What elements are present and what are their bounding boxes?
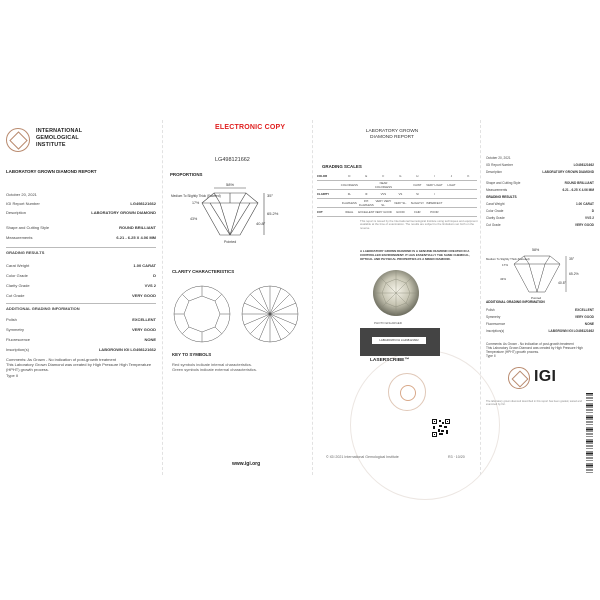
barcode-icon xyxy=(586,393,593,473)
add-polish xyxy=(6,317,156,322)
grade-carat xyxy=(6,263,156,268)
report-number-heading: LG498121662 xyxy=(215,157,250,163)
field-shape xyxy=(6,225,156,230)
far-grade: Clarity Grade VVS 2 xyxy=(486,216,594,220)
far-add: Polish EXCELLENT xyxy=(486,308,594,312)
grade-clarity xyxy=(6,283,156,288)
far-add: Symmetry VERY GOOD xyxy=(486,315,594,319)
girdle-label: Medium To Slightly Thick (Faceted) xyxy=(171,194,221,198)
comment-3: Type II xyxy=(6,372,19,378)
scale-row: COLORLESS NEAR COLORLESS FAINT VERY LIGHT LIGHT xyxy=(317,181,477,190)
divider xyxy=(6,247,156,248)
right-title-line-2: DIAMOND REPORT xyxy=(370,134,414,140)
far-date: October 20, 2021 xyxy=(486,156,511,160)
right-report-title xyxy=(352,129,432,141)
scale-row: COLOR D E F G H I J K xyxy=(317,172,477,181)
grade-value: 1.00 CARAT xyxy=(133,263,156,268)
add-symmetry xyxy=(6,327,156,332)
far-grade: Cut Grade VERY GOOD xyxy=(486,223,594,227)
table-percent: 58% xyxy=(226,182,235,187)
copyright-text: © IGI 2021 International Gemological Institute xyxy=(326,455,399,459)
clarity-plot-diagram xyxy=(170,272,310,352)
pavilion-percent: 43% xyxy=(190,217,198,221)
report-date: October 20, 2021 xyxy=(6,192,37,197)
far-grading-title: GRADING RESULTS xyxy=(486,195,517,199)
org-line-3: INSTITUTE xyxy=(36,141,66,148)
grade-value: VERY GOOD xyxy=(131,293,156,298)
website-link[interactable]: www.igi.org xyxy=(232,461,261,467)
comment-1: Comments: As Grown - No indication of post-growth treatment xyxy=(6,357,117,362)
organization-name xyxy=(36,128,82,148)
far-girdle-percent: 17% xyxy=(502,263,509,267)
far-field: IGI Report Number LG498121662 xyxy=(486,163,594,167)
far-field: Measurements 6.21 - 6.25 X 4.06 MM xyxy=(486,188,594,192)
add-fluorescence xyxy=(6,337,156,342)
field-value: LG498121662 xyxy=(130,201,156,206)
far-crown-angle: 35° xyxy=(569,257,575,261)
grade-label: Clarity Grade xyxy=(6,283,30,288)
far-culet-label: Pointed xyxy=(531,296,542,300)
fine-print-bold: A LABORATORY GROWN DIAMOND IS A GENUINE DIAMOND CREATED IN A CONTROLLED ENVIRONMENT. IT HAS ESSENTIALLY THE SAME CHEMICAL, OPTICAL AND PHYSICAL PROPERTIES AS A MINED DIAMOND. xyxy=(360,249,471,261)
add-value: VERY GOOD xyxy=(131,327,156,332)
scale-row: FLAWLESS INT. FLAWLESS VERY VERY SL. VERY SL. SLIGHTLY IMPERFECT xyxy=(317,199,477,208)
watermark-seal xyxy=(350,350,500,500)
key-red: Red symbols indicate internal characteristics. xyxy=(172,361,253,367)
igi-logo-icon xyxy=(6,128,30,152)
field-value: 6.21 - 6.25 X 4.06 MM xyxy=(116,235,156,240)
far-grade: Carat Weight 1.00 CARAT xyxy=(486,202,594,206)
field-report-number xyxy=(6,201,156,206)
field-label: Measurements xyxy=(6,235,33,240)
key-to-symbols xyxy=(172,352,257,372)
culet-label: Pointed xyxy=(224,240,237,244)
divider xyxy=(6,303,156,304)
add-label: Inscription(s) xyxy=(6,347,29,352)
key-title: KEY TO SYMBOLS xyxy=(172,352,212,357)
add-value: EXCELLENT xyxy=(132,317,156,322)
far-pavilion-angle: 40.8° xyxy=(558,281,566,285)
grade-label: Color Grade xyxy=(6,273,28,278)
field-label: Shape and Cutting Style xyxy=(6,225,50,230)
far-girdle-label: Medium To Slightly Thick (Faceted) xyxy=(486,257,530,261)
form-code: R3 · 10/20 xyxy=(448,455,465,459)
fold-line xyxy=(312,120,313,475)
add-inscription xyxy=(6,347,156,352)
grade-label: Carat Weight xyxy=(6,263,30,268)
grading-scales-title: GRADING SCALES xyxy=(322,164,362,169)
grade-cut xyxy=(6,293,156,298)
field-measurements xyxy=(6,235,156,240)
field-label: Description xyxy=(6,210,27,215)
fold-line xyxy=(162,120,163,475)
proportions-diagram xyxy=(170,175,310,255)
add-label: Polish xyxy=(6,317,17,322)
fold-line xyxy=(480,120,481,475)
grade-value: VVS 2 xyxy=(144,283,156,288)
add-label: Symmetry xyxy=(6,327,24,332)
fine-print: This report is issued by the International Gemological Institute using techniques and equipment available at the time of examination. The results are subject to the limitations set forth on the reverse. xyxy=(360,219,478,230)
igi-emblem-icon xyxy=(508,367,530,389)
far-additional-title: ADDITIONAL GRADING INFORMATION xyxy=(486,300,545,304)
additional-grading-title: ADDITIONAL GRADING INFORMATION xyxy=(6,306,80,311)
proportions-title: PROPORTIONS xyxy=(170,172,203,177)
add-value: LABGROWN IGI LG498121662 xyxy=(98,347,156,352)
comment-2: This Laboratory Grown Diamond was created by High Pressure High Temperature (HPHT) growth process. xyxy=(6,362,152,373)
total-depth: 65.2% xyxy=(267,211,279,216)
org-line-1: INTERNATIONAL xyxy=(36,128,83,134)
add-value: NONE xyxy=(144,337,156,342)
comments xyxy=(6,357,156,378)
field-value: LABORATORY GROWN DIAMOND xyxy=(91,210,156,215)
add-label: Fluorescence xyxy=(6,337,31,342)
laserscribe-label: LASERSCRIBE™ xyxy=(370,358,410,363)
field-value: ROUND BRILLIANT xyxy=(119,225,156,230)
grading-results-title: GRADING RESULTS xyxy=(6,250,45,255)
right-title-line-1: LABORATORY GROWN xyxy=(365,129,419,134)
grade-value: D xyxy=(153,273,156,278)
inscription-bar: LABGROWN IGI LG498121662 xyxy=(372,337,426,344)
grade-color xyxy=(6,273,156,278)
far-add: Inscription(s) LABGROWN IGI LG498121662 xyxy=(486,329,594,333)
key-green: Green symbols indicate external characteristics. xyxy=(172,366,257,372)
far-pavilion-percent: 43% xyxy=(500,277,507,281)
gold-seal-icon xyxy=(388,373,426,411)
field-label: IGI Report Number xyxy=(6,201,40,206)
org-line-2: GEMOLOGICAL xyxy=(36,134,79,141)
far-field: Shape and Cutting Style ROUND BRILLIANT xyxy=(486,181,594,185)
grade-label: Cut Grade xyxy=(6,293,25,298)
grading-scales-table xyxy=(317,172,477,217)
far-add: Fluorescence NONE xyxy=(486,322,594,326)
far-grade: Color Grade D xyxy=(486,209,594,213)
far-comments: Comments: As Grown - No indication of post-growth treatment This Laboratory Grown Diamond was created by High Pressure High Temperature (HPHT) growth process. Type II xyxy=(486,342,583,359)
electronic-copy-label: ELECTRONIC COPY xyxy=(215,124,286,131)
pavilion-angle: 40.8° xyxy=(256,221,266,226)
photo-label: PHOTO ENLARGED xyxy=(374,321,402,325)
diamond-photo xyxy=(371,268,421,318)
far-fine-print: The laboratory grown diamond described in this report has been graded, tested and examined by IGI. xyxy=(486,400,582,407)
field-description xyxy=(6,210,156,215)
report-title: LABORATORY GROWN DIAMOND REPORT xyxy=(6,169,97,174)
crown-angle: 35° xyxy=(267,193,274,198)
report-page xyxy=(0,120,600,475)
igi-wordmark: IGI xyxy=(534,368,557,385)
far-total-depth: 65.2% xyxy=(569,272,579,276)
far-table-percent: 58% xyxy=(532,248,540,252)
girdle-percent: 17% xyxy=(192,201,200,205)
scale-row: CLARITY FL IF VVS VS SI I xyxy=(317,190,477,199)
far-field: Description LABORATORY GROWN DIAMOND xyxy=(486,170,594,174)
scale-row: CUT IDEAL EXCELLENT VERY GOOD GOOD FAIR POOR xyxy=(317,208,477,217)
clarity-characteristics-title: CLARITY CHARACTERISTICS xyxy=(172,269,235,274)
qr-code-icon[interactable] xyxy=(432,419,450,437)
